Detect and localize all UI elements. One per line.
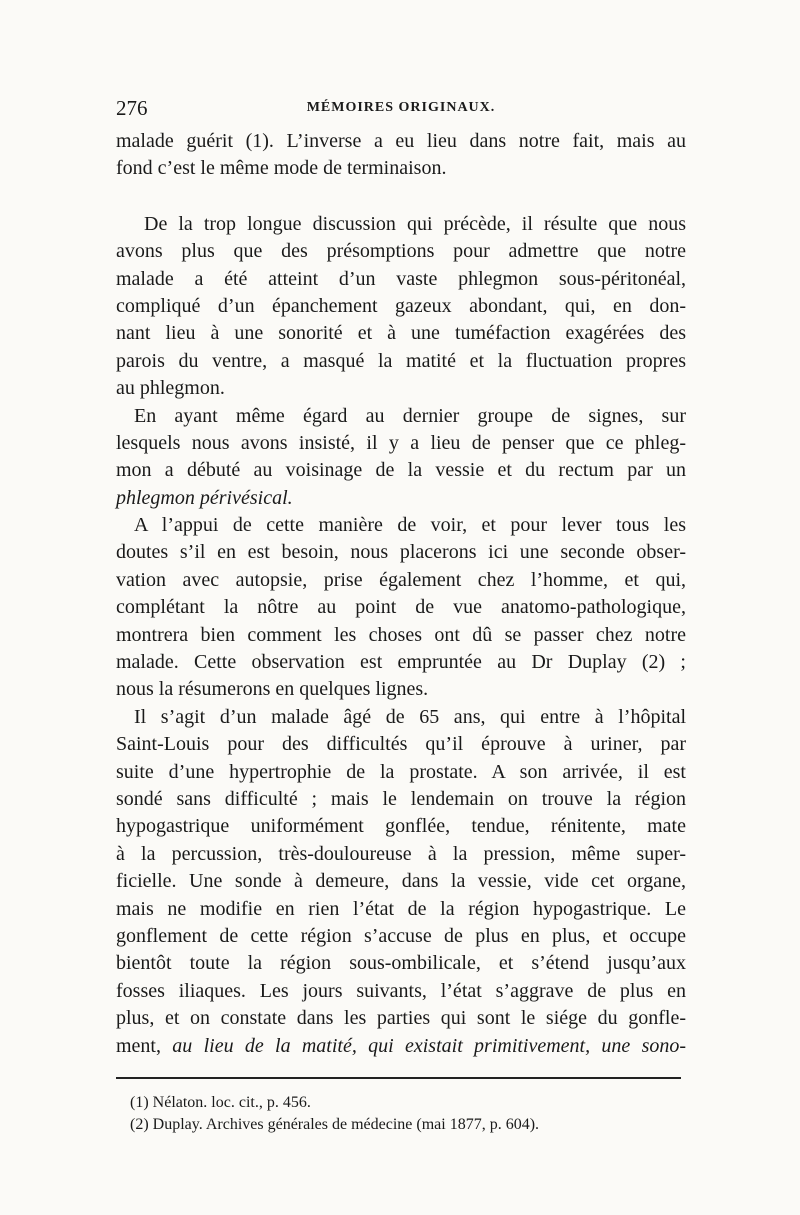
footnotes xyxy=(130,1092,690,1136)
text-line: nant lieu à une sonorité et à une tuméfaction exagérées des xyxy=(116,322,686,345)
text-line: montrera bien comment les choses ont dû se passer chez notre xyxy=(116,623,686,646)
text-line: phlegmon périvésical. xyxy=(116,486,293,509)
text-line: à la percussion, très-douloureuse à la pression, même super- xyxy=(116,842,686,865)
final-line-plain: ment, xyxy=(116,1034,161,1057)
text-line: bientôt toute la région sous-ombilicale, et s’étend jusqu’aux xyxy=(116,952,686,975)
text-line: A l’appui de cette manière de voir, et pour lever tous les xyxy=(134,514,686,537)
text-line: fond c’est le même mode de terminaison. xyxy=(116,157,447,180)
text-line: complétant la nôtre au point de vue anatomo-pathologique, xyxy=(116,596,686,619)
text-line: plus, et on constate dans les parties qui sont le siége du gonfle- xyxy=(116,1007,686,1030)
paragraph-gap xyxy=(116,183,686,211)
text-line: fosses iliaques. Les jours suivants, l’état s’aggrave de plus en xyxy=(116,979,686,1002)
text-line: sondé sans difficulté ; mais le lendemain on trouve la région xyxy=(116,787,686,810)
text-line: mon a débuté au voisinage de la vessie et du rectum par un xyxy=(116,459,686,482)
footnote-2: (2) Duplay. Archives générales de médecine (mai 1877, p. 604). xyxy=(130,1116,540,1133)
text-line: au phlegmon. xyxy=(116,377,225,400)
footnote-divider xyxy=(116,1077,681,1079)
text-line: vation avec autopsie, prise également chez l’homme, et qui, xyxy=(116,568,686,591)
text-line: suite d’une hypertrophie de la prostate. A son arrivée, il est xyxy=(116,760,686,783)
running-head: MÉMOIRES ORIGINAUX. xyxy=(306,100,496,115)
text-line: malade guérit (1). L’inverse a eu lieu dans notre fait, mais au xyxy=(116,130,686,152)
text-line: Saint-Louis pour des difficultés qu’il éprouve à uriner, par xyxy=(116,733,686,756)
final-line-italic: au lieu de la matité, qui existait primitivement, une sono- xyxy=(172,1034,687,1057)
text-line: ficielle. Une sonde à demeure, dans la vessie, vide cet organe, xyxy=(116,870,686,893)
text-line: De la trop longue discussion qui précède, il résulte que nous xyxy=(144,212,686,235)
text-line-final xyxy=(116,1033,686,1060)
footnote-1: (1) Nélaton. loc. cit., p. 456. xyxy=(130,1094,311,1111)
text-line: En ayant même égard au dernier groupe de signes, sur xyxy=(134,404,686,427)
text-line: mais ne modifie en rien l’état de la région hypogastrique. Le xyxy=(116,897,686,920)
text-line: avons plus que des présomptions pour admettre que notre xyxy=(116,240,686,263)
page-number: 276 xyxy=(116,96,148,120)
page-header xyxy=(116,96,686,122)
text-line: parois du ventre, a masqué la matité et la fluctuation propres xyxy=(116,349,686,372)
text-line: lesquels nous avons insisté, il y a lieu de penser que ce phleg- xyxy=(116,431,686,454)
body-text xyxy=(116,128,686,1060)
text-line: gonflement de cette région s’accuse de plus en plus, et occupe xyxy=(116,924,686,947)
text-line: doutes s’il en est besoin, nous placerons ici une seconde obser- xyxy=(116,541,686,564)
text-line: hypogastrique uniformément gonflée, tendue, rénitente, mate xyxy=(116,815,686,838)
text-line: Il s’agit d’un malade âgé de 65 ans, qui entre à l’hôpital xyxy=(134,705,686,728)
text-line: compliqué d’un épanchement gazeux abondant, qui, en don- xyxy=(116,294,686,317)
text-line: malade. Cette observation est empruntée au Dr Duplay (2) ; xyxy=(116,651,686,674)
text-line: malade a été atteint d’un vaste phlegmon sous-péritonéal, xyxy=(116,267,686,290)
text-line: nous la résumerons en quelques lignes. xyxy=(116,678,429,701)
